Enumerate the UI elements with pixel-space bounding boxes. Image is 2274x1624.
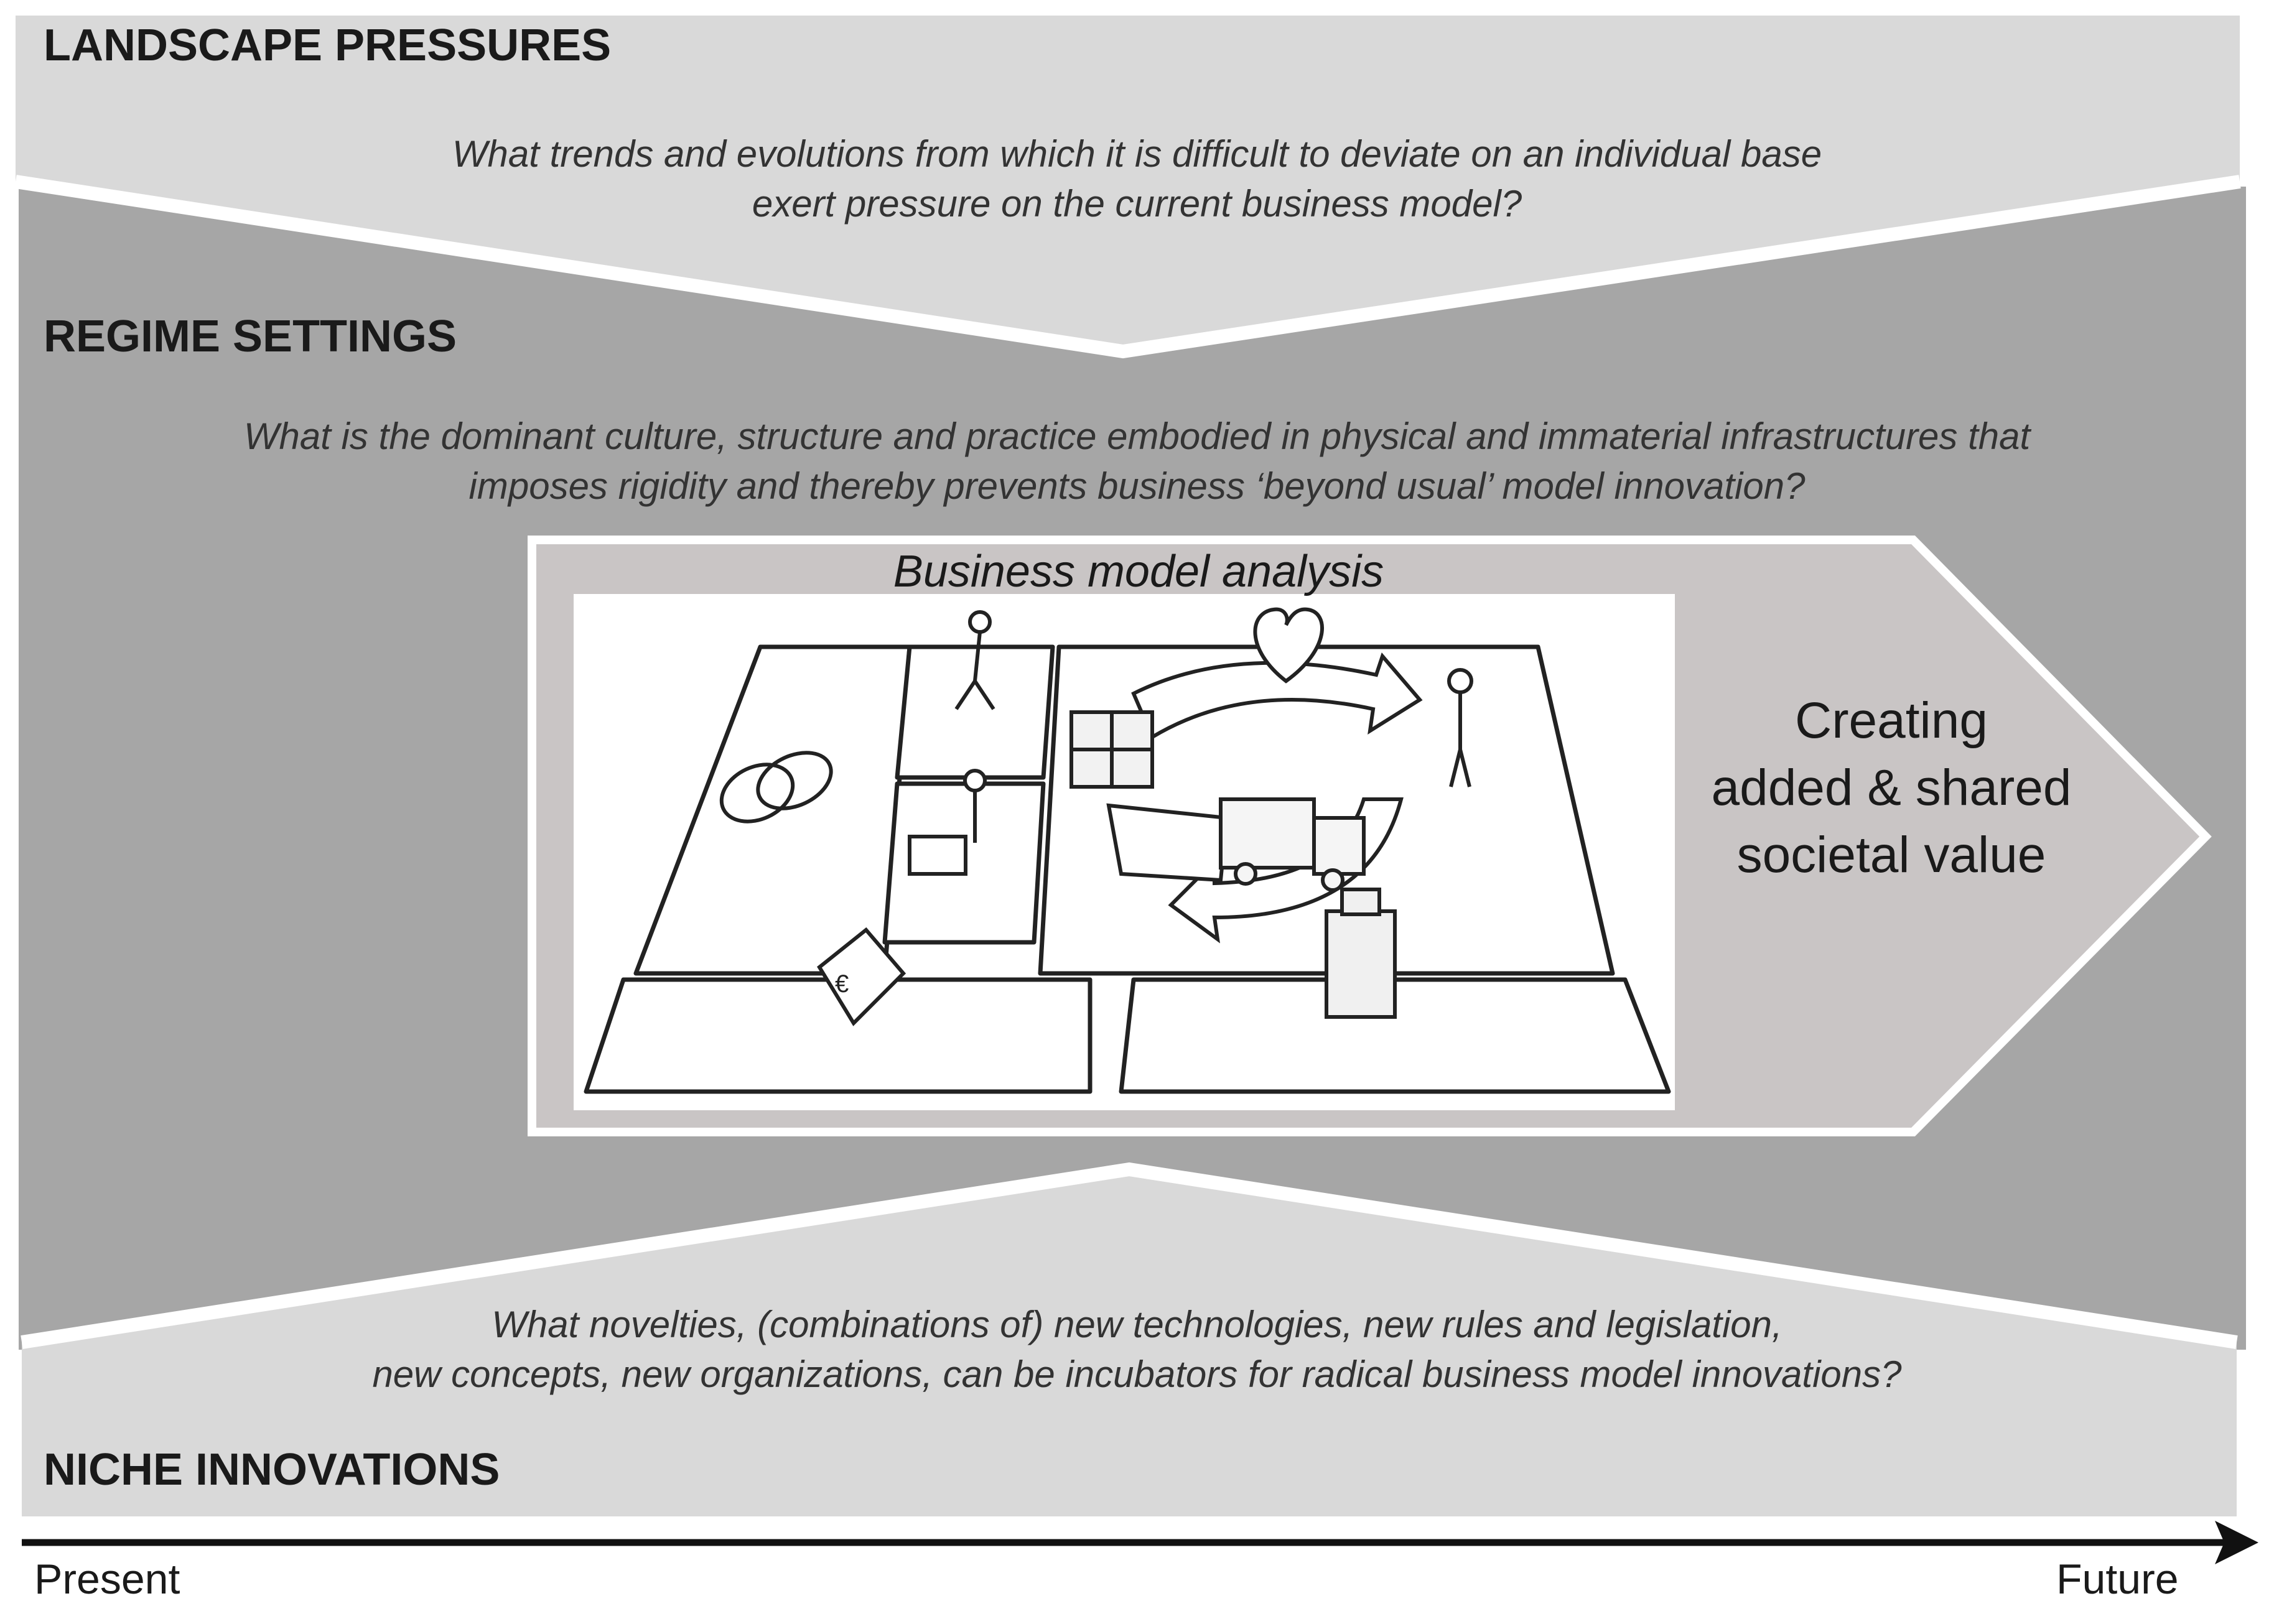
regime-question-line: What is the dominant culture, structure and practice embodied in physical and immaterial infrastructures that — [243, 415, 2031, 457]
niche-question — [0, 1300, 2274, 1399]
timeline-end-label: Future — [2056, 1556, 2179, 1603]
business-model-canvas-illustration — [574, 594, 1675, 1110]
value-line: Creating — [1795, 692, 1988, 749]
landscape-question-line: exert pressure on the current business model? — [752, 183, 1522, 225]
niche-question-line: What novelties, (combinations of) new technologies, new rules and legislation, — [492, 1304, 1782, 1345]
gift-box-icon — [1071, 712, 1152, 787]
regime-question-line: imposes rigidity and thereby prevents business ‘beyond usual’ model innovation? — [468, 465, 1806, 507]
regime-question — [0, 412, 2274, 511]
timeline-start-label: Present — [34, 1556, 180, 1603]
svg-text:€: € — [835, 970, 849, 998]
business-model-title: Business model analysis — [893, 547, 1384, 596]
landscape-heading: LANDSCAPE PRESSURES — [44, 21, 612, 70]
landscape-question-line: What trends and evolutions from which it is difficult to deviate on an individual base — [452, 133, 1822, 175]
regime-heading: REGIME SETTINGS — [44, 312, 457, 361]
value-line: societal value — [1736, 827, 2046, 883]
value-line: added & shared — [1711, 759, 2072, 816]
niche-question-line: new concepts, new organizations, can be incubators for radical business model innovations? — [372, 1353, 1902, 1395]
landscape-question — [0, 129, 2274, 229]
niche-heading: NICHE INNOVATIONS — [44, 1445, 500, 1495]
channel-arrow — [1109, 805, 1227, 880]
value-creation-label — [1649, 687, 2134, 889]
